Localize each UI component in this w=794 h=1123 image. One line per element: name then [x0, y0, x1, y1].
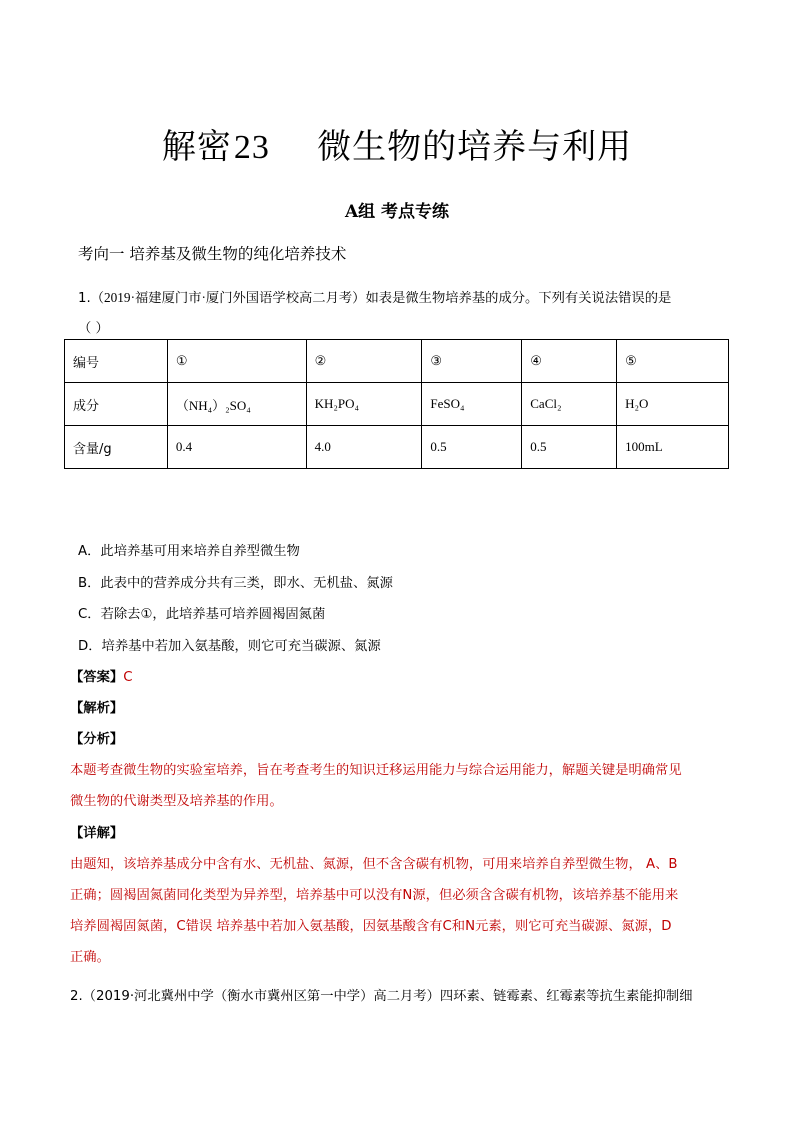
title-subject: 微生物的培养与利用 — [317, 127, 633, 167]
question-2: 2.（2019·河北冀州中学（衡水市冀州区第一中学）高二月考）四环素、链霉素、红霉素等抗生素能抑制细 — [70, 989, 693, 1004]
table-cell: ③ — [422, 340, 522, 383]
table-cell: ① — [167, 340, 306, 383]
question-1 — [78, 283, 728, 344]
option-c: C．若除去①，此培养基可培养圆褐固氮菌 — [78, 607, 326, 622]
question-1-number: 1. — [78, 291, 91, 306]
title-prefix: 解密 — [161, 127, 232, 167]
table-cell: FeSO₄ — [422, 383, 522, 426]
row-label-amount: 含量/g — [65, 426, 168, 469]
group-title: A组 考点专练 — [344, 202, 450, 222]
detail-tag: 【详解】 — [70, 826, 124, 841]
table-cell: 0.4 — [167, 426, 306, 469]
fenxi-line: 本题考查微生物的实验室培养，旨在考查考生的知识迁移运用能力与综合运用能力，解题关键是明确常见 — [70, 763, 682, 778]
fenxi-text — [70, 755, 730, 817]
table-cell: 0.5 — [522, 426, 617, 469]
table-cell: （NH₄）₂SO₄ — [167, 383, 306, 426]
answer-block — [70, 662, 132, 755]
table-row — [65, 340, 729, 383]
table-row — [65, 383, 729, 426]
section-title: 考向一 培养基及微生物的纯化培养技术 — [78, 245, 347, 263]
fenxi-tag: 【分析】 — [70, 732, 124, 747]
table-cell: 0.5 — [422, 426, 522, 469]
answer-tag: 【答案】 — [70, 670, 124, 685]
page-title — [0, 124, 794, 171]
fenxi-line: 微生物的代谢类型及培养基的作用。 — [70, 794, 283, 809]
detail-line: 培养圆褐固氮菌，C错误 培养基中若加入氨基酸，因氨基酸含有C和N元素，则它可充当碳源、氮源，D — [70, 919, 672, 934]
table-cell: CaCl₂ — [522, 383, 617, 426]
question-1-blank: （ ） — [78, 321, 109, 336]
answer-options — [78, 536, 393, 662]
option-d: D．培养基中若加入氨基酸，则它可充当碳源、氮源 — [78, 638, 381, 654]
analysis-tag: 【解析】 — [70, 701, 124, 716]
row-label-component: 成分 — [65, 383, 168, 426]
detail-text — [70, 849, 730, 973]
row-label-number: 编号 — [65, 340, 168, 383]
table-cell: ② — [306, 340, 422, 383]
option-a: A．此培养基可用来培养自养型微生物 — [78, 544, 300, 559]
ingredient-table — [64, 339, 729, 469]
answer-value: C — [123, 670, 133, 685]
question-1-source: （2019·福建厦门市·厦门外国语学校高二月考） — [90, 290, 366, 305]
detail-line: 由题知，该培养基成分中含有水、无机盐、氮源，但不含含碳有机物，可用来培养自养型微生物， A、B — [70, 857, 678, 872]
table-cell: ⑤ — [617, 340, 729, 383]
table-cell: ④ — [522, 340, 617, 383]
title-number: 23 — [233, 129, 270, 166]
detail-line: 正确；圆褐固氮菌同化类型为异养型，培养基中可以没有N源，但必须含含碳有机物，该培养基不能用来 — [70, 888, 679, 903]
table-cell: 4.0 — [306, 426, 422, 469]
table-row — [65, 426, 729, 469]
table-cell: 100mL — [617, 426, 729, 469]
question-1-stem: 如表是微生物培养基的成分。下列有关说法错误的是 — [365, 291, 672, 306]
table-cell: KH₂PO₄ — [306, 383, 422, 426]
option-b: B．此表中的营养成分共有三类，即水、无机盐、氮源 — [78, 575, 393, 591]
detail-line: 正确。 — [70, 950, 110, 965]
table-cell: H₂O — [617, 383, 729, 426]
